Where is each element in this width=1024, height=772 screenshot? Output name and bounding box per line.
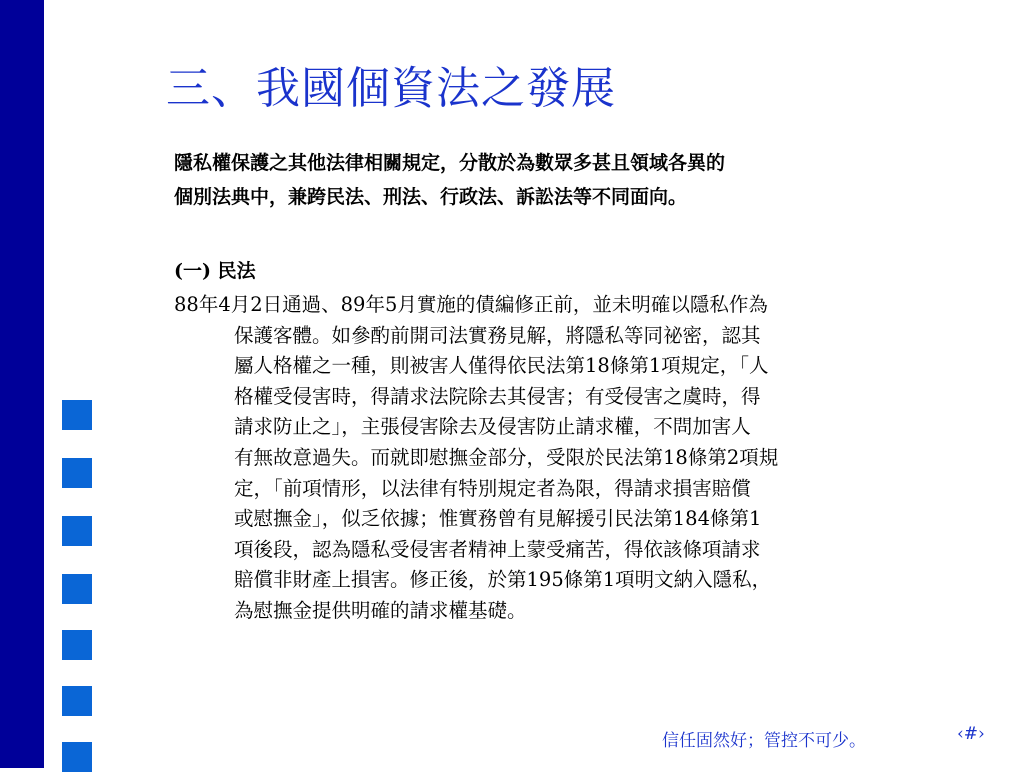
body-line: 定，「前項情形，以法律有特別規定者為限，得請求損害賠償 [234, 476, 751, 500]
slide-title: 三、我國個資法之發展 [166, 63, 616, 114]
body-line: 為慰撫金提供明確的請求權基礎。 [234, 598, 527, 622]
decorative-square [62, 516, 92, 546]
body-line: 88年4月2日通過、89年5月實施的債編修正前，並未明確以隱私作為 [174, 293, 768, 316]
body-line: 格權受侵害時，得請求法院除去其侵害；有受侵害之虞時，得 [234, 384, 761, 408]
intro-line: 個別法典中，兼跨民法、刑法、行政法、訴訟法等不同面向。 [174, 186, 688, 208]
decorative-square [62, 400, 92, 430]
intro-line: 隱私權保護之其他法律相關規定，分散於為數眾多甚且領域各異的 [174, 152, 726, 174]
section-heading: (一) 民法 [174, 260, 256, 282]
body-line: 或慰撫金」，似乏依據；惟實務曾有見解援引民法第184條第1 [234, 507, 762, 531]
decorative-square [62, 458, 92, 488]
body-line: 有無故意過失。而就即慰撫金部分，受限於民法第18條第2項規 [234, 445, 779, 469]
body-line: 屬人格權之一種，則被害人僅得依民法第18條第1項規定，「人 [234, 354, 769, 378]
decorative-square [62, 630, 92, 660]
body-line: 保護客體。如參酌前開司法實務見解，將隱私等同祕密，認其 [234, 323, 761, 347]
decorative-squares [62, 400, 92, 768]
body-line: 賠償非財產上損害。修正後，於第195條第1項明文納入隱私， [234, 568, 772, 592]
decorative-square [62, 574, 92, 604]
page-number: ‹#› [957, 724, 985, 744]
intro-paragraph [174, 146, 944, 214]
decorative-square [62, 686, 92, 716]
footer-slogan: 信任固然好；管控不可少。 [662, 731, 866, 751]
body-line: 項後段，認為隱私受侵害者精神上蒙受痛苦，得依該條項請求 [234, 537, 761, 561]
body-paragraph [174, 290, 944, 627]
left-decorative-bar [0, 0, 44, 768]
body-line: 請求防止之」，主張侵害除去及侵害防止請求權，不問加害人 [234, 415, 751, 439]
